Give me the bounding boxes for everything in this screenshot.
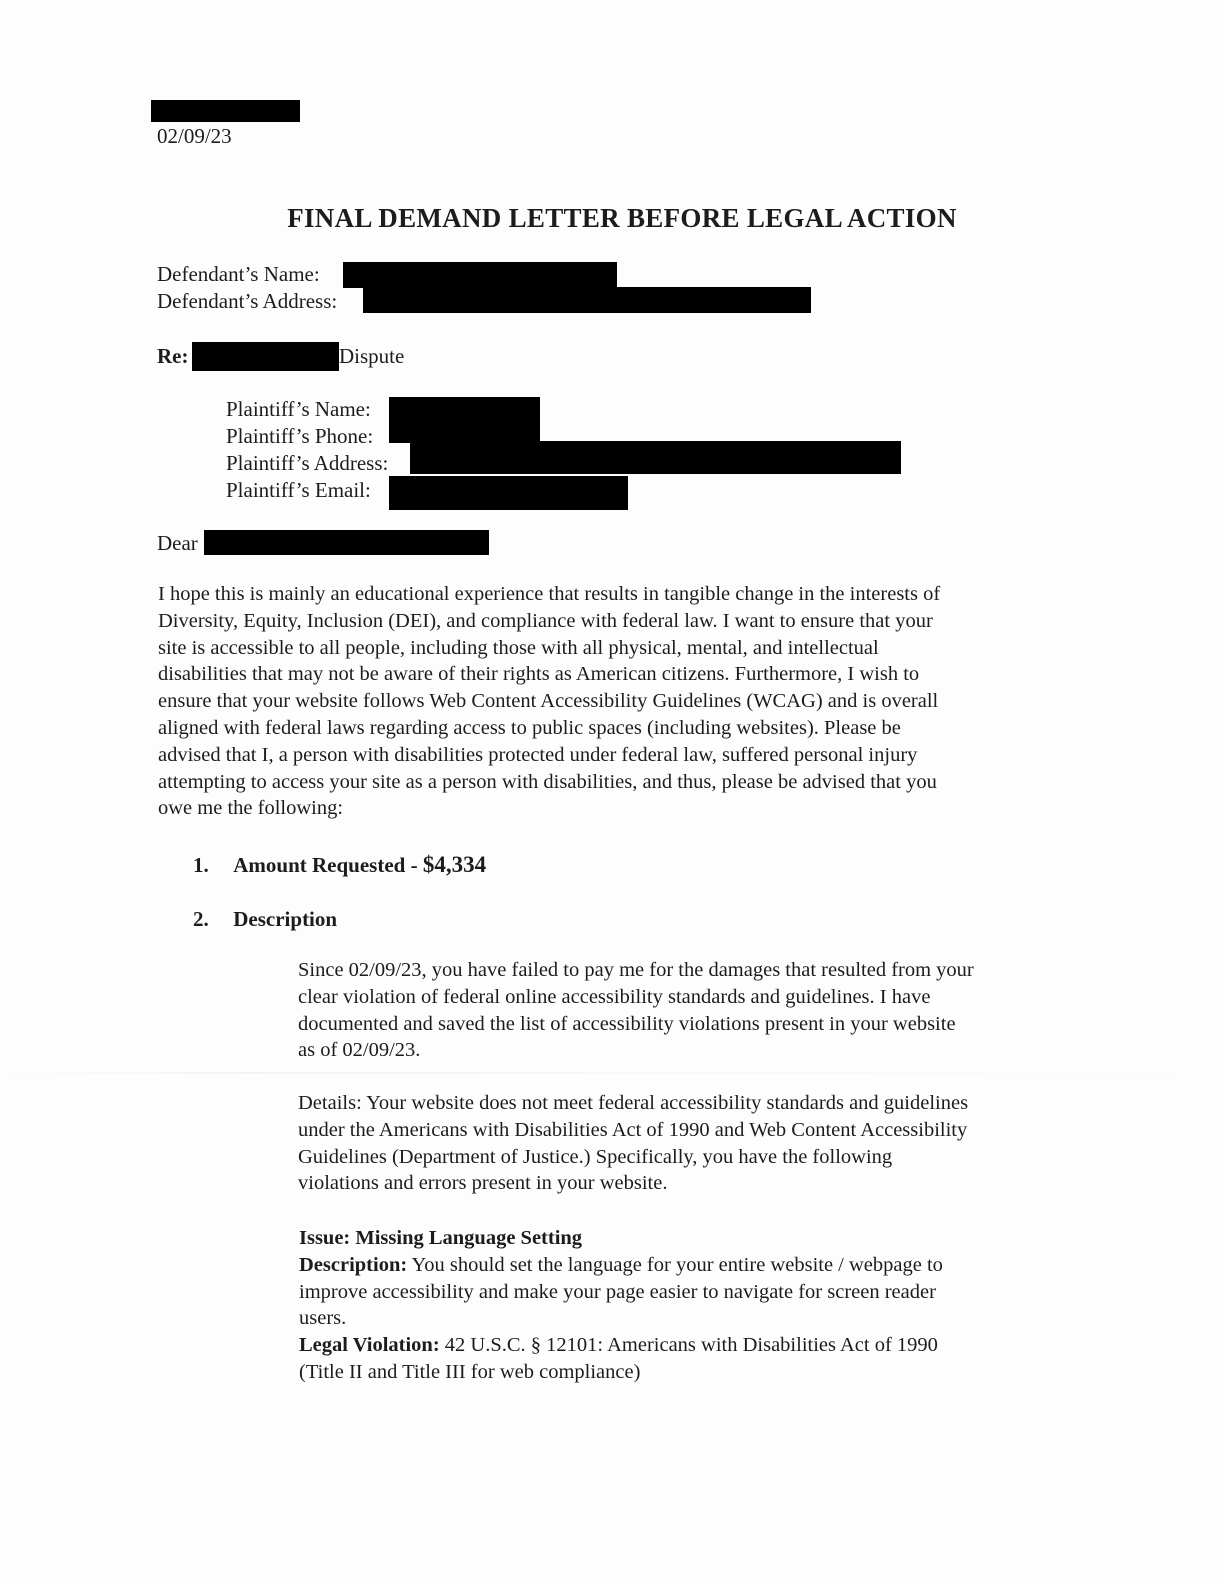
issue-description-text: You should set the language for your entire website / webpage to bbox=[407, 1253, 943, 1276]
details-line: Guidelines (Department of Justice.) Specifically, you have the following bbox=[298, 1145, 893, 1168]
scan-artifact-line bbox=[0, 1072, 1224, 1074]
redaction-plaintiff-address bbox=[410, 441, 901, 474]
description-paragraph-1 bbox=[298, 957, 1078, 1064]
redaction-sender-name bbox=[151, 100, 300, 122]
issue-description-text: users. bbox=[299, 1307, 347, 1330]
re-suffix: Dispute bbox=[339, 344, 405, 368]
redaction-plaintiff-phone bbox=[389, 421, 540, 443]
intro-line: attempting to access your site as a person with disabilities, and thus, please be advised that you bbox=[158, 770, 937, 793]
description-paragraph-2 bbox=[298, 1090, 1078, 1197]
intro-line: site is accessible to all people, including those with all physical, mental, and intellectual bbox=[158, 636, 879, 659]
redaction-defendant-address bbox=[363, 287, 811, 313]
description-line: documented and saved the list of accessibility violations present in your website bbox=[298, 1012, 956, 1035]
legal-violation-label: Legal Violation: bbox=[299, 1334, 440, 1357]
issue-heading: Issue: Missing Language Setting bbox=[299, 1227, 583, 1249]
issue-block bbox=[299, 1225, 1079, 1386]
amount-requested-label: Amount Requested - bbox=[233, 853, 423, 877]
re-label: Re: bbox=[157, 344, 189, 368]
issue-description-label: Description: bbox=[299, 1253, 408, 1276]
defendant-address-label: Defendant’s Address: bbox=[157, 289, 338, 313]
description-line: Since 02/09/23, you have failed to pay me for the damages that resulted from your bbox=[298, 959, 974, 981]
item-number: 2. bbox=[193, 907, 209, 931]
redaction-defendant-name bbox=[343, 262, 617, 288]
redaction-recipient bbox=[204, 530, 489, 555]
description-line: clear violation of federal online accessibility standards and guidelines. I have bbox=[298, 985, 931, 1008]
redaction-plaintiff-name bbox=[389, 397, 540, 423]
legal-violation-text: 42 U.S.C. § 12101: Americans with Disabilities Act of 1990 bbox=[439, 1334, 938, 1357]
intro-paragraph bbox=[158, 581, 1058, 822]
description-line: as of 02/09/23. bbox=[298, 1039, 421, 1062]
details-line: Details: Your website does not meet federal accessibility standards and guidelines bbox=[298, 1092, 969, 1114]
redaction-plaintiff-email bbox=[389, 476, 628, 510]
details-line: violations and errors present in your website. bbox=[298, 1172, 668, 1195]
letter-title: FINAL DEMAND LETTER BEFORE LEGAL ACTION bbox=[287, 203, 957, 233]
defendant-name-label: Defendant’s Name: bbox=[157, 262, 320, 286]
letter-date: 02/09/23 bbox=[157, 124, 232, 148]
plaintiff-email-label: Plaintiff’s Email: bbox=[226, 478, 371, 502]
legal-violation-text: (Title II and Title III for web compliance) bbox=[299, 1360, 641, 1383]
intro-line: ensure that your website follows Web Content Accessibility Guidelines (WCAG) and is overall bbox=[158, 690, 939, 713]
amount-requested-value: $4,334 bbox=[422, 852, 487, 877]
intro-line: I hope this is mainly an educational experience that results in tangible change in the interests of bbox=[158, 583, 941, 605]
item-number: 1. bbox=[193, 853, 209, 877]
redaction-re-subject bbox=[192, 342, 339, 371]
description-item bbox=[193, 907, 337, 932]
description-heading: Description bbox=[233, 907, 338, 931]
amount-requested-item bbox=[193, 852, 486, 878]
details-line: under the Americans with Disabilities Act of 1990 and Web Content Accessibility bbox=[298, 1118, 968, 1141]
plaintiff-name-label: Plaintiff’s Name: bbox=[226, 397, 371, 421]
salutation: Dear bbox=[157, 531, 198, 555]
intro-line: owe me the following: bbox=[158, 797, 344, 820]
issue-description-text: improve accessibility and make your page easier to navigate for screen reader bbox=[299, 1280, 936, 1303]
intro-line: aligned with federal laws regarding access to public spaces (including websites). Please be bbox=[158, 716, 901, 739]
intro-line: Diversity, Equity, Inclusion (DEI), and compliance with federal law. I want to ensure that your bbox=[158, 609, 933, 632]
intro-line: disabilities that may not be aware of their rights as American citizens. Furthermore, I wish to bbox=[158, 663, 920, 686]
plaintiff-address-label: Plaintiff’s Address: bbox=[226, 451, 389, 475]
plaintiff-phone-label: Plaintiff’s Phone: bbox=[226, 424, 374, 448]
intro-line: advised that I, a person with disabilities protected under federal law, suffered personal injury bbox=[158, 743, 918, 766]
